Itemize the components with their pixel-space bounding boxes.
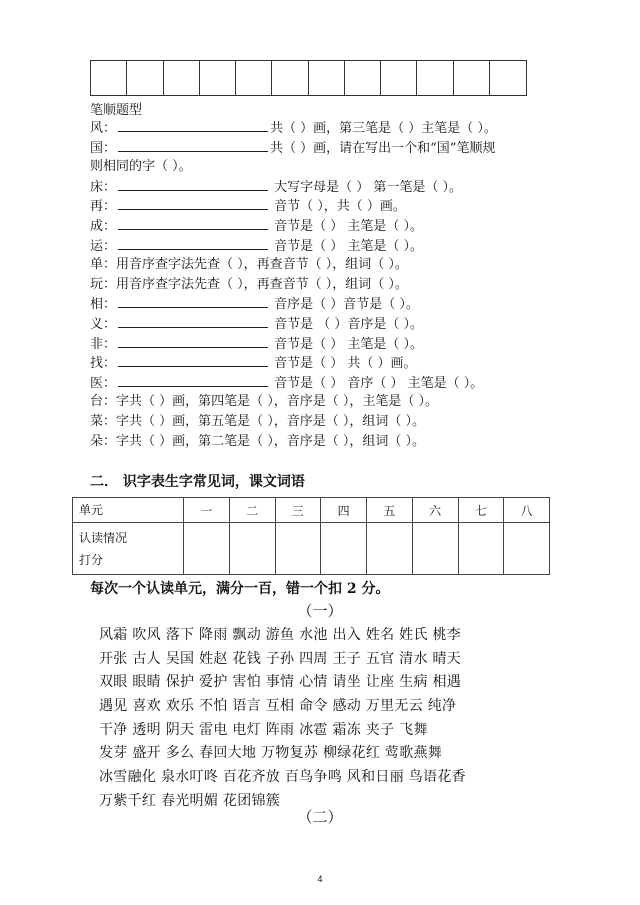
exercise-text: 音节是（ ） 共（ ）画。 xyxy=(270,356,417,372)
exercise-row xyxy=(90,334,570,354)
answer-line[interactable] xyxy=(118,177,268,191)
exercise-row xyxy=(90,353,570,373)
word-line: 干净 透明 阴天 雷电 电灯 阵雨 冰雹 霜冻 夹子 飞舞 xyxy=(99,721,428,738)
exercise-row xyxy=(90,177,570,197)
stroke-order-exercises xyxy=(90,118,570,451)
answer-line[interactable] xyxy=(118,196,268,210)
exercise-character: 玩： xyxy=(90,276,117,292)
answer-line[interactable] xyxy=(118,334,268,348)
exercise-row xyxy=(90,157,570,177)
table-header-cell: 三 xyxy=(275,498,321,523)
score-cell[interactable] xyxy=(229,523,275,575)
grid-cell[interactable] xyxy=(490,61,526,95)
exercise-text: 共（ ）画，请在写出一个和“国”笔顺规 xyxy=(270,140,496,156)
exercise-row xyxy=(90,392,570,412)
exercise-row xyxy=(90,275,570,295)
exercise-character: 相： xyxy=(90,297,117,313)
exercise-character: 风： xyxy=(90,121,117,136)
table-header-cell: 七 xyxy=(458,498,504,523)
exercise-text: 音节是（ ） 主笔是（ ）。 xyxy=(270,336,424,352)
exercise-character: 非： xyxy=(90,336,117,352)
exercise-character: 单： xyxy=(90,257,117,273)
score-cell[interactable] xyxy=(458,523,504,575)
table-header-cell: 五 xyxy=(367,498,413,523)
grid-cell[interactable] xyxy=(200,61,236,95)
answer-line[interactable] xyxy=(118,373,268,387)
row-label-score: 打分 xyxy=(79,552,104,567)
page-number: 4 xyxy=(317,874,323,884)
exercise-character: 找： xyxy=(90,356,117,372)
exercise-row xyxy=(90,118,570,138)
grid-cell[interactable] xyxy=(91,61,127,95)
exercise-row xyxy=(90,255,570,275)
exercise-character: 再： xyxy=(90,199,117,215)
score-note: 每次一个认读单元，满分一百，错一个扣 2 分。 xyxy=(90,581,390,597)
exercise-text: 大写字母是（ ） 第一笔是（ ）。 xyxy=(270,179,463,195)
score-cell[interactable] xyxy=(184,523,230,575)
exercise-text: 音节（ ），共（ ）画。 xyxy=(270,199,406,215)
word-line: 双眼 眼睛 保护 爱护 害怕 事情 心情 请坐 让座 生病 相遇 xyxy=(99,674,462,691)
word-line: 开张 古人 吴国 姓赵 花钱 子孙 四周 王子 五官 清水 晴天 xyxy=(99,650,462,667)
exercise-row xyxy=(90,314,570,334)
exercise-character: 菜： xyxy=(90,413,117,429)
exercise-text: 用音序查字法先查（ ），再查音节（ ），组词（ ）。 xyxy=(116,257,408,273)
reading-score-table xyxy=(72,497,550,575)
grid-cell[interactable] xyxy=(272,61,308,95)
exercise-text: 字共（ ）画，第二笔是（ ），音序是（ ），组词（ ）。 xyxy=(116,433,426,449)
grid-cell[interactable] xyxy=(345,61,381,95)
word-line: 风霜 吹风 落下 降雨 飘动 游鱼 水池 出入 姓名 姓氏 桃李 xyxy=(99,627,462,643)
score-cell[interactable] xyxy=(504,523,550,575)
word-list xyxy=(99,624,569,814)
exercise-text: 字共（ ）画，第四笔是（ ），音序是（ ），主笔是（ ）。 xyxy=(116,394,439,410)
score-cell[interactable] xyxy=(367,523,413,575)
table-header-cell: 四 xyxy=(321,498,367,523)
exercise-character: 义： xyxy=(90,316,117,332)
exercise-character: 医： xyxy=(90,375,117,391)
exercise-text: 用音序查字法先查（ ），再查音节（ ），组词（ ）。 xyxy=(116,276,408,292)
exercise-text: 共（ ）画，第三笔是（ ）主笔是（ ）。 xyxy=(270,121,497,136)
table-header-cell: 一 xyxy=(184,498,230,523)
exercise-row xyxy=(90,236,570,256)
exercise-text: 音节是 （ ）音序是（ ）。 xyxy=(270,316,424,332)
row-label xyxy=(73,523,184,575)
table-header-cell: 单元 xyxy=(73,498,184,523)
answer-line[interactable] xyxy=(118,353,268,367)
grid-cell[interactable] xyxy=(164,61,200,95)
writing-grid xyxy=(90,60,527,96)
exercise-text: 音序是（ ）音节是（ ）。 xyxy=(270,297,419,313)
table-header-row xyxy=(73,498,550,523)
answer-line[interactable] xyxy=(118,236,268,250)
table-row xyxy=(73,523,550,575)
score-cell[interactable] xyxy=(412,523,458,575)
exercise-row xyxy=(90,294,570,314)
section-label: 笔顺题型 xyxy=(90,103,143,118)
exercise-row xyxy=(90,412,570,432)
exercise-row xyxy=(90,373,570,393)
grid-cell[interactable] xyxy=(381,61,417,95)
answer-line[interactable] xyxy=(118,314,268,328)
exercise-row xyxy=(90,138,570,158)
score-cell[interactable] xyxy=(321,523,367,575)
exercise-character: 国： xyxy=(90,140,117,156)
exercise-row xyxy=(90,216,570,236)
table-header-cell: 八 xyxy=(504,498,550,523)
exercise-character: 朵： xyxy=(90,433,117,449)
exercise-text: 音节是（ ） 主笔是（ ）。 xyxy=(270,238,424,254)
exercise-row xyxy=(90,432,570,452)
answer-line[interactable] xyxy=(118,138,268,152)
word-line: 遇见 喜欢 欢乐 不怕 语言 互相 命令 感动 万里无云 纯净 xyxy=(99,698,457,715)
exercise-character: 台： xyxy=(90,394,117,410)
grid-cell[interactable] xyxy=(127,61,163,95)
answer-line[interactable] xyxy=(118,118,268,132)
part-title-2: （二） xyxy=(297,808,343,826)
answer-line[interactable] xyxy=(118,216,268,230)
grid-cell[interactable] xyxy=(309,61,345,95)
exercise-text: 音节是（ ） 音序（ ） 主笔是（ ）。 xyxy=(270,375,484,391)
grid-cell[interactable] xyxy=(417,61,453,95)
table-header-cell: 六 xyxy=(412,498,458,523)
exercise-character: 成： xyxy=(90,218,117,234)
exercise-text: 音节是（ ） 主笔是（ ）。 xyxy=(270,218,424,234)
answer-line[interactable] xyxy=(118,294,268,308)
exercise-row xyxy=(90,196,570,216)
section-heading: 二． 识字表生字常见词，课文词语 xyxy=(90,474,305,490)
word-line: 万紫千红 春光明媚 花团锦簇 xyxy=(99,792,281,809)
row-label-reading: 认读情况 xyxy=(79,530,128,545)
score-cell[interactable] xyxy=(275,523,321,575)
part-title-1: （一） xyxy=(297,602,343,620)
word-line: 发芽 盛开 多么 春回大地 万物复苏 柳绿花红 莺歌燕舞 xyxy=(99,745,443,762)
exercise-character: 运： xyxy=(90,238,117,254)
grid-cell[interactable] xyxy=(454,61,490,95)
exercise-text: 字共（ ）画，第五笔是（ ），音序是（ ），组词（ ）。 xyxy=(116,413,426,429)
word-line: 冰雪融化 泉水叮咚 百花齐放 百鸟争鸣 风和日丽 鸟语花香 xyxy=(99,769,466,786)
exercise-character: 床： xyxy=(90,179,117,195)
exercise-text: 则相同的字（ ）。 xyxy=(90,159,192,175)
table-header-cell: 二 xyxy=(229,498,275,523)
grid-cell[interactable] xyxy=(236,61,272,95)
